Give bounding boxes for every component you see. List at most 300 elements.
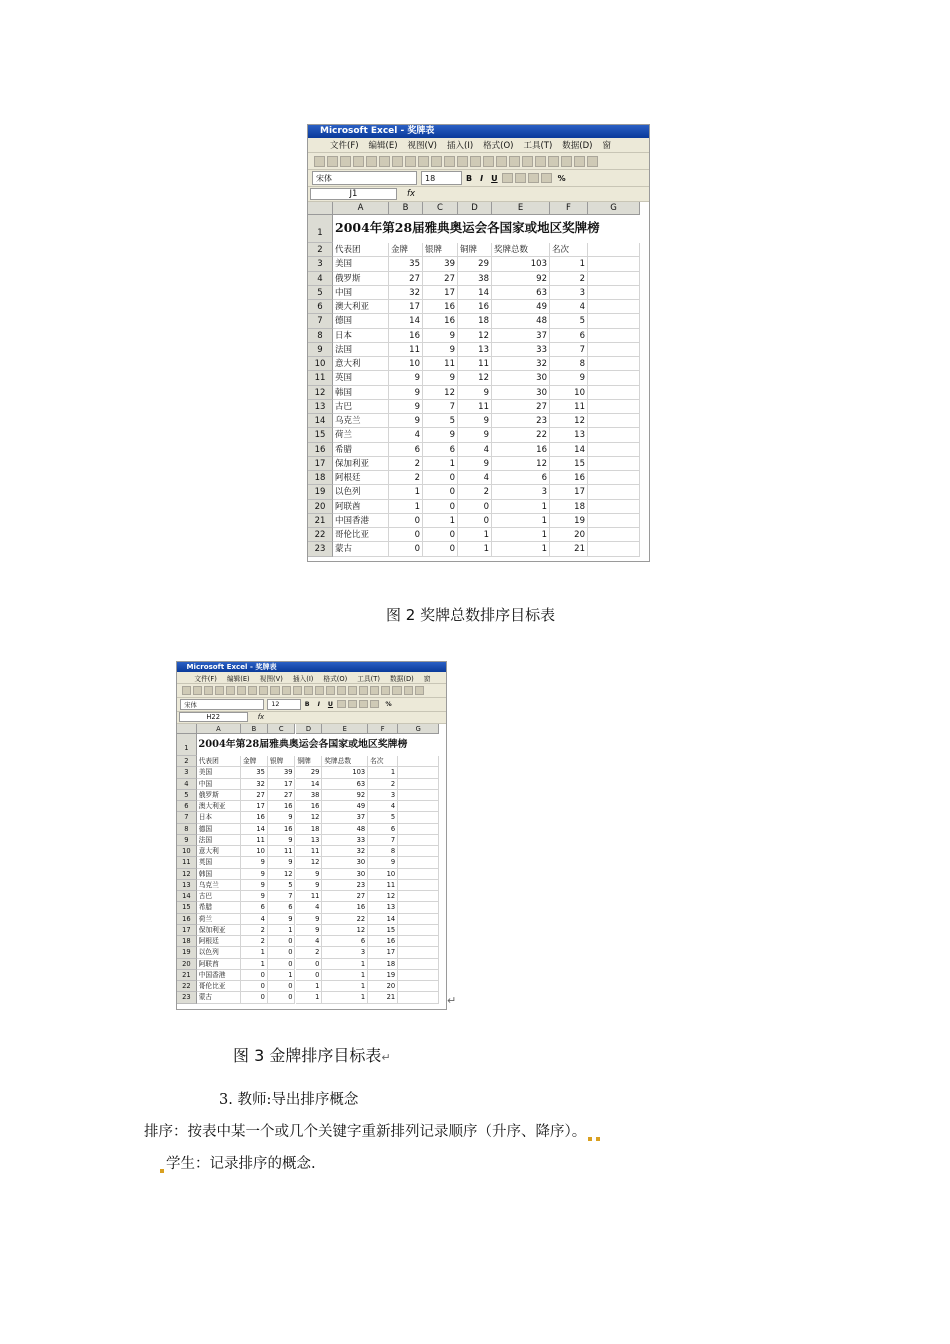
empty-cell[interactable] xyxy=(588,257,640,271)
data-cell[interactable]: 4 xyxy=(458,443,492,457)
menu-item-2[interactable]: 视图(V) xyxy=(259,674,283,683)
data-cell[interactable]: 古巴 xyxy=(333,400,389,414)
row-header-6[interactable]: 6 xyxy=(308,300,333,314)
data-cell[interactable]: 阿联酋 xyxy=(333,500,389,514)
data-cell[interactable]: 18 xyxy=(458,314,492,328)
data-cell[interactable]: 法国 xyxy=(333,343,389,357)
empty-cell[interactable] xyxy=(398,947,439,958)
data-cell[interactable]: 法国 xyxy=(197,835,241,846)
empty-cell[interactable] xyxy=(588,300,640,314)
toolbar-button-icon[interactable] xyxy=(509,156,520,167)
toolbar-button-icon[interactable] xyxy=(315,686,324,695)
empty-cell[interactable] xyxy=(398,970,439,981)
toolbar-button-icon[interactable] xyxy=(405,156,416,167)
data-cell[interactable]: 0 xyxy=(423,471,458,485)
data-cell[interactable]: 1 xyxy=(492,542,550,556)
empty-cell[interactable] xyxy=(588,343,640,357)
row-header-18[interactable]: 18 xyxy=(308,471,333,485)
row-header-14[interactable]: 14 xyxy=(308,414,333,428)
data-cell[interactable]: 30 xyxy=(492,386,550,400)
column-header-G[interactable]: G xyxy=(588,202,640,215)
empty-cell[interactable] xyxy=(398,857,439,868)
data-cell[interactable]: 11 xyxy=(458,400,492,414)
data-cell[interactable]: 0 xyxy=(268,947,296,958)
row-header-23[interactable]: 23 xyxy=(308,542,333,556)
data-cell[interactable]: 0 xyxy=(423,500,458,514)
data-cell[interactable]: 1 xyxy=(296,981,323,992)
data-cell[interactable]: 15 xyxy=(550,457,588,471)
row-header-20[interactable]: 20 xyxy=(177,959,197,970)
header-cell[interactable]: 奖牌总数 xyxy=(492,243,550,257)
data-cell[interactable]: 5 xyxy=(268,880,296,891)
data-cell[interactable]: 35 xyxy=(241,767,268,778)
data-cell[interactable]: 8 xyxy=(550,357,588,371)
font-size-select[interactable]: 12 xyxy=(267,699,300,710)
align-button-icon[interactable] xyxy=(337,700,346,708)
toolbar-button-icon[interactable] xyxy=(237,686,246,695)
data-cell[interactable]: 63 xyxy=(492,286,550,300)
toolbar-button-icon[interactable] xyxy=(282,686,291,695)
empty-cell[interactable] xyxy=(398,824,439,835)
menu-item-5[interactable]: 工具(T) xyxy=(523,141,553,151)
data-cell[interactable]: 意大利 xyxy=(197,846,241,857)
data-cell[interactable]: 16 xyxy=(241,812,268,823)
bold-button[interactable]: B xyxy=(466,173,473,183)
data-cell[interactable]: 16 xyxy=(268,824,296,835)
row-header-23[interactable]: 23 xyxy=(177,992,197,1003)
empty-cell[interactable] xyxy=(398,767,439,778)
data-cell[interactable]: 俄罗斯 xyxy=(333,272,389,286)
toolbar-button-icon[interactable] xyxy=(561,156,572,167)
select-all-corner[interactable] xyxy=(177,724,197,734)
font-name-select[interactable]: 宋体 xyxy=(312,171,417,184)
empty-cell[interactable] xyxy=(398,992,439,1003)
data-cell[interactable]: 13 xyxy=(550,428,588,442)
toolbar-button-icon[interactable] xyxy=(270,686,279,695)
data-cell[interactable]: 希腊 xyxy=(197,902,241,913)
empty-cell[interactable] xyxy=(398,891,439,902)
column-header-A[interactable]: A xyxy=(197,724,241,734)
column-header-C[interactable]: C xyxy=(423,202,458,215)
toolbar-button-icon[interactable] xyxy=(370,686,379,695)
data-cell[interactable]: 0 xyxy=(389,528,423,542)
column-header-F[interactable]: F xyxy=(550,202,588,215)
row-header-7[interactable]: 7 xyxy=(177,812,197,823)
data-cell[interactable]: 33 xyxy=(492,343,550,357)
empty-cell[interactable] xyxy=(588,500,640,514)
data-cell[interactable]: 保加利亚 xyxy=(333,457,389,471)
data-cell[interactable]: 4 xyxy=(458,471,492,485)
data-cell[interactable]: 4 xyxy=(368,801,398,812)
data-cell[interactable]: 9 xyxy=(268,914,296,925)
data-cell[interactable]: 3 xyxy=(492,485,550,499)
data-cell[interactable]: 1 xyxy=(492,514,550,528)
data-cell[interactable]: 33 xyxy=(322,835,368,846)
data-cell[interactable]: 9 xyxy=(458,414,492,428)
data-cell[interactable]: 12 xyxy=(296,812,323,823)
data-cell[interactable]: 2 xyxy=(241,936,268,947)
toolbar-button-icon[interactable] xyxy=(204,686,213,695)
data-cell[interactable]: 阿联酋 xyxy=(197,959,241,970)
row-header-5[interactable]: 5 xyxy=(177,790,197,801)
data-cell[interactable]: 乌克兰 xyxy=(333,414,389,428)
data-cell[interactable]: 12 xyxy=(423,386,458,400)
data-cell[interactable]: 32 xyxy=(492,357,550,371)
italic-button[interactable]: I xyxy=(480,173,484,183)
data-cell[interactable]: 1 xyxy=(241,947,268,958)
menu-item-5[interactable]: 工具(T) xyxy=(357,674,380,683)
toolbar-button-icon[interactable] xyxy=(587,156,598,167)
toolbar-button-icon[interactable] xyxy=(340,156,351,167)
row-header-19[interactable]: 19 xyxy=(177,947,197,958)
data-cell[interactable]: 中国 xyxy=(197,779,241,790)
row-header-16[interactable]: 16 xyxy=(177,914,197,925)
empty-cell[interactable] xyxy=(398,869,439,880)
data-cell[interactable]: 10 xyxy=(241,846,268,857)
toolbar-button-icon[interactable] xyxy=(215,686,224,695)
data-cell[interactable]: 27 xyxy=(423,272,458,286)
toolbar-button-icon[interactable] xyxy=(359,686,368,695)
data-cell[interactable]: 11 xyxy=(296,846,323,857)
toolbar-button-icon[interactable] xyxy=(381,686,390,695)
empty-cell[interactable] xyxy=(588,514,640,528)
data-cell[interactable]: 7 xyxy=(423,400,458,414)
data-cell[interactable]: 1 xyxy=(423,457,458,471)
data-cell[interactable]: 14 xyxy=(296,779,323,790)
toolbar-button-icon[interactable] xyxy=(379,156,390,167)
row-header-18[interactable]: 18 xyxy=(177,936,197,947)
row-header-13[interactable]: 13 xyxy=(177,880,197,891)
data-cell[interactable]: 18 xyxy=(368,959,398,970)
row-header-4[interactable]: 4 xyxy=(308,272,333,286)
data-cell[interactable]: 0 xyxy=(458,500,492,514)
data-cell[interactable]: 哥伦比亚 xyxy=(197,981,241,992)
data-cell[interactable]: 27 xyxy=(268,790,296,801)
data-cell[interactable]: 7 xyxy=(550,343,588,357)
underline-button[interactable]: U xyxy=(327,700,334,708)
data-cell[interactable]: 2 xyxy=(458,485,492,499)
data-cell[interactable]: 39 xyxy=(268,767,296,778)
data-cell[interactable]: 37 xyxy=(492,329,550,343)
align-button-icon[interactable] xyxy=(541,173,552,183)
toolbar-button-icon[interactable] xyxy=(470,156,481,167)
percent-button[interactable]: % xyxy=(557,173,566,183)
data-cell[interactable]: 7 xyxy=(368,835,398,846)
empty-cell[interactable] xyxy=(398,925,439,936)
data-cell[interactable]: 6 xyxy=(550,329,588,343)
data-cell[interactable]: 乌克兰 xyxy=(197,880,241,891)
data-cell[interactable]: 38 xyxy=(458,272,492,286)
row-header-5[interactable]: 5 xyxy=(308,286,333,300)
data-cell[interactable]: 29 xyxy=(458,257,492,271)
data-cell[interactable]: 6 xyxy=(241,902,268,913)
header-cell[interactable]: 代表团 xyxy=(197,756,241,767)
empty-cell[interactable] xyxy=(588,528,640,542)
data-cell[interactable]: 20 xyxy=(550,528,588,542)
row-header-15[interactable]: 15 xyxy=(308,428,333,442)
data-cell[interactable]: 蒙古 xyxy=(333,542,389,556)
data-cell[interactable]: 1 xyxy=(322,959,368,970)
data-cell[interactable]: 9 xyxy=(241,880,268,891)
toolbar-button-icon[interactable] xyxy=(392,686,401,695)
data-cell[interactable]: 哥伦比亚 xyxy=(333,528,389,542)
data-cell[interactable]: 37 xyxy=(322,812,368,823)
data-cell[interactable]: 12 xyxy=(550,414,588,428)
menu-item-4[interactable]: 格式(O) xyxy=(483,141,514,151)
data-cell[interactable]: 2 xyxy=(296,947,323,958)
data-cell[interactable]: 103 xyxy=(322,767,368,778)
data-cell[interactable]: 4 xyxy=(389,428,423,442)
row-header-17[interactable]: 17 xyxy=(308,457,333,471)
data-cell[interactable]: 9 xyxy=(241,891,268,902)
row-header-10[interactable]: 10 xyxy=(308,357,333,371)
data-cell[interactable]: 12 xyxy=(458,371,492,385)
data-cell[interactable]: 0 xyxy=(241,981,268,992)
row-header-3[interactable]: 3 xyxy=(308,257,333,271)
data-cell[interactable]: 17 xyxy=(241,801,268,812)
align-button-icon[interactable] xyxy=(370,700,379,708)
data-cell[interactable]: 16 xyxy=(322,902,368,913)
data-cell[interactable]: 14 xyxy=(458,286,492,300)
data-cell[interactable]: 16 xyxy=(492,443,550,457)
header-cell[interactable]: 金牌 xyxy=(389,243,423,257)
data-cell[interactable]: 5 xyxy=(550,314,588,328)
data-cell[interactable]: 27 xyxy=(389,272,423,286)
data-cell[interactable]: 0 xyxy=(268,936,296,947)
data-cell[interactable]: 0 xyxy=(389,542,423,556)
data-cell[interactable]: 3 xyxy=(550,286,588,300)
font-name-select[interactable]: 宋体 xyxy=(180,699,264,710)
data-cell[interactable]: 2 xyxy=(241,925,268,936)
data-cell[interactable]: 16 xyxy=(423,300,458,314)
data-cell[interactable]: 保加利亚 xyxy=(197,925,241,936)
data-cell[interactable]: 9 xyxy=(423,371,458,385)
empty-cell[interactable] xyxy=(588,272,640,286)
toolbar-button-icon[interactable] xyxy=(366,156,377,167)
data-cell[interactable]: 9 xyxy=(241,857,268,868)
toolbar-button-icon[interactable] xyxy=(337,686,346,695)
data-cell[interactable]: 10 xyxy=(550,386,588,400)
data-cell[interactable]: 4 xyxy=(550,300,588,314)
data-cell[interactable]: 美国 xyxy=(197,767,241,778)
data-cell[interactable]: 1 xyxy=(550,257,588,271)
column-header-E[interactable]: E xyxy=(492,202,550,215)
data-cell[interactable]: 27 xyxy=(322,891,368,902)
row-header-17[interactable]: 17 xyxy=(177,925,197,936)
row-header-1[interactable]: 1 xyxy=(308,215,333,243)
toolbar-button-icon[interactable] xyxy=(483,156,494,167)
toolbar-button-icon[interactable] xyxy=(574,156,585,167)
row-header-9[interactable]: 9 xyxy=(177,835,197,846)
row-header-12[interactable]: 12 xyxy=(177,869,197,880)
data-cell[interactable]: 32 xyxy=(241,779,268,790)
row-header-13[interactable]: 13 xyxy=(308,400,333,414)
empty-cell[interactable] xyxy=(398,902,439,913)
row-header-14[interactable]: 14 xyxy=(177,891,197,902)
data-cell[interactable]: 12 xyxy=(368,891,398,902)
data-cell[interactable]: 23 xyxy=(492,414,550,428)
data-cell[interactable]: 15 xyxy=(368,925,398,936)
empty-cell[interactable] xyxy=(588,443,640,457)
data-cell[interactable]: 1 xyxy=(241,959,268,970)
row-header-7[interactable]: 7 xyxy=(308,314,333,328)
data-cell[interactable]: 0 xyxy=(458,514,492,528)
header-cell[interactable]: 铜牌 xyxy=(458,243,492,257)
data-cell[interactable]: 30 xyxy=(492,371,550,385)
data-cell[interactable]: 1 xyxy=(296,992,323,1003)
toolbar-button-icon[interactable] xyxy=(326,686,335,695)
align-button-icon[interactable] xyxy=(515,173,526,183)
data-cell[interactable]: 9 xyxy=(423,343,458,357)
data-cell[interactable]: 1 xyxy=(268,925,296,936)
data-cell[interactable]: 9 xyxy=(241,869,268,880)
data-cell[interactable]: 9 xyxy=(268,812,296,823)
toolbar-button-icon[interactable] xyxy=(535,156,546,167)
data-cell[interactable]: 9 xyxy=(389,371,423,385)
empty-cell[interactable] xyxy=(398,880,439,891)
data-cell[interactable]: 22 xyxy=(492,428,550,442)
column-header-B[interactable]: B xyxy=(389,202,423,215)
data-cell[interactable]: 16 xyxy=(296,801,323,812)
data-cell[interactable]: 1 xyxy=(492,528,550,542)
data-cell[interactable]: 21 xyxy=(550,542,588,556)
data-cell[interactable]: 39 xyxy=(423,257,458,271)
data-cell[interactable]: 38 xyxy=(296,790,323,801)
toolbar-button-icon[interactable] xyxy=(415,686,424,695)
data-cell[interactable]: 9 xyxy=(296,880,323,891)
data-cell[interactable]: 16 xyxy=(389,329,423,343)
empty-cell[interactable] xyxy=(398,914,439,925)
empty-cell[interactable] xyxy=(398,959,439,970)
data-cell[interactable]: 7 xyxy=(268,891,296,902)
data-cell[interactable]: 蒙古 xyxy=(197,992,241,1003)
data-cell[interactable]: 2 xyxy=(389,457,423,471)
data-cell[interactable]: 92 xyxy=(322,790,368,801)
data-cell[interactable]: 12 xyxy=(322,925,368,936)
toolbar-button-icon[interactable] xyxy=(226,686,235,695)
data-cell[interactable]: 11 xyxy=(268,846,296,857)
data-cell[interactable]: 16 xyxy=(458,300,492,314)
empty-cell[interactable] xyxy=(398,790,439,801)
bold-button[interactable]: B xyxy=(304,700,310,708)
data-cell[interactable]: 16 xyxy=(423,314,458,328)
data-cell[interactable]: 17 xyxy=(550,485,588,499)
empty-cell[interactable] xyxy=(398,835,439,846)
data-cell[interactable]: 35 xyxy=(389,257,423,271)
row-header-8[interactable]: 8 xyxy=(308,329,333,343)
header-cell[interactable]: 铜牌 xyxy=(296,756,323,767)
data-cell[interactable]: 11 xyxy=(389,343,423,357)
data-cell[interactable]: 以色列 xyxy=(197,947,241,958)
data-cell[interactable]: 0 xyxy=(423,542,458,556)
data-cell[interactable]: 12 xyxy=(458,329,492,343)
row-header-2[interactable]: 2 xyxy=(308,243,333,257)
data-cell[interactable]: 48 xyxy=(322,824,368,835)
data-cell[interactable]: 103 xyxy=(492,257,550,271)
data-cell[interactable]: 9 xyxy=(296,869,323,880)
row-header-4[interactable]: 4 xyxy=(177,779,197,790)
row-header-2[interactable]: 2 xyxy=(177,756,197,767)
data-cell[interactable]: 12 xyxy=(268,869,296,880)
row-header-22[interactable]: 22 xyxy=(177,981,197,992)
data-cell[interactable]: 9 xyxy=(458,457,492,471)
toolbar-button-icon[interactable] xyxy=(327,156,338,167)
data-cell[interactable]: 16 xyxy=(268,801,296,812)
data-cell[interactable]: 2 xyxy=(389,471,423,485)
data-cell[interactable]: 荷兰 xyxy=(197,914,241,925)
column-header-F[interactable]: F xyxy=(368,724,398,734)
column-header-D[interactable]: D xyxy=(296,724,323,734)
data-cell[interactable]: 6 xyxy=(423,443,458,457)
data-cell[interactable]: 德国 xyxy=(197,824,241,835)
data-cell[interactable]: 9 xyxy=(389,400,423,414)
data-cell[interactable]: 澳大利亚 xyxy=(197,801,241,812)
row-header-12[interactable]: 12 xyxy=(308,386,333,400)
data-cell[interactable]: 9 xyxy=(458,428,492,442)
toolbar-button-icon[interactable] xyxy=(457,156,468,167)
data-cell[interactable]: 19 xyxy=(550,514,588,528)
data-cell[interactable]: 14 xyxy=(550,443,588,457)
data-cell[interactable]: 9 xyxy=(296,925,323,936)
data-cell[interactable]: 1 xyxy=(322,970,368,981)
data-cell[interactable]: 1 xyxy=(458,542,492,556)
data-cell[interactable]: 1 xyxy=(389,485,423,499)
data-cell[interactable]: 古巴 xyxy=(197,891,241,902)
data-cell[interactable]: 以色列 xyxy=(333,485,389,499)
row-header-21[interactable]: 21 xyxy=(308,514,333,528)
empty-cell[interactable] xyxy=(588,314,640,328)
data-cell[interactable]: 12 xyxy=(492,457,550,471)
data-cell[interactable]: 0 xyxy=(268,981,296,992)
data-cell[interactable]: 23 xyxy=(322,880,368,891)
toolbar-button-icon[interactable] xyxy=(314,156,325,167)
data-cell[interactable]: 14 xyxy=(389,314,423,328)
data-cell[interactable]: 中国香港 xyxy=(197,970,241,981)
menu-item-6[interactable]: 数据(D) xyxy=(389,674,414,683)
data-cell[interactable]: 30 xyxy=(322,869,368,880)
data-cell[interactable]: 1 xyxy=(492,500,550,514)
name-box[interactable]: H22 xyxy=(179,712,248,722)
empty-cell[interactable] xyxy=(588,371,640,385)
data-cell[interactable]: 11 xyxy=(458,357,492,371)
row-header-6[interactable]: 6 xyxy=(177,801,197,812)
data-cell[interactable]: 11 xyxy=(296,891,323,902)
row-header-22[interactable]: 22 xyxy=(308,528,333,542)
data-cell[interactable]: 4 xyxy=(296,936,323,947)
data-cell[interactable]: 10 xyxy=(389,357,423,371)
data-cell[interactable]: 18 xyxy=(296,824,323,835)
align-button-icon[interactable] xyxy=(502,173,513,183)
row-header-1[interactable]: 1 xyxy=(177,734,197,756)
menu-item-4[interactable]: 格式(O) xyxy=(323,674,348,683)
data-cell[interactable]: 韩国 xyxy=(333,386,389,400)
data-cell[interactable]: 27 xyxy=(241,790,268,801)
data-cell[interactable]: 1 xyxy=(368,767,398,778)
data-cell[interactable]: 3 xyxy=(368,790,398,801)
data-cell[interactable]: 9 xyxy=(389,414,423,428)
column-header-E[interactable]: E xyxy=(322,724,368,734)
data-cell[interactable]: 5 xyxy=(423,414,458,428)
menu-item-7[interactable]: 窗 xyxy=(602,141,611,151)
data-cell[interactable]: 14 xyxy=(368,914,398,925)
select-all-corner[interactable] xyxy=(308,202,333,215)
empty-cell[interactable] xyxy=(398,801,439,812)
data-cell[interactable]: 14 xyxy=(241,824,268,835)
data-cell[interactable]: 0 xyxy=(268,992,296,1003)
data-cell[interactable]: 1 xyxy=(423,514,458,528)
data-cell[interactable]: 63 xyxy=(322,779,368,790)
data-cell[interactable]: 英国 xyxy=(333,371,389,385)
